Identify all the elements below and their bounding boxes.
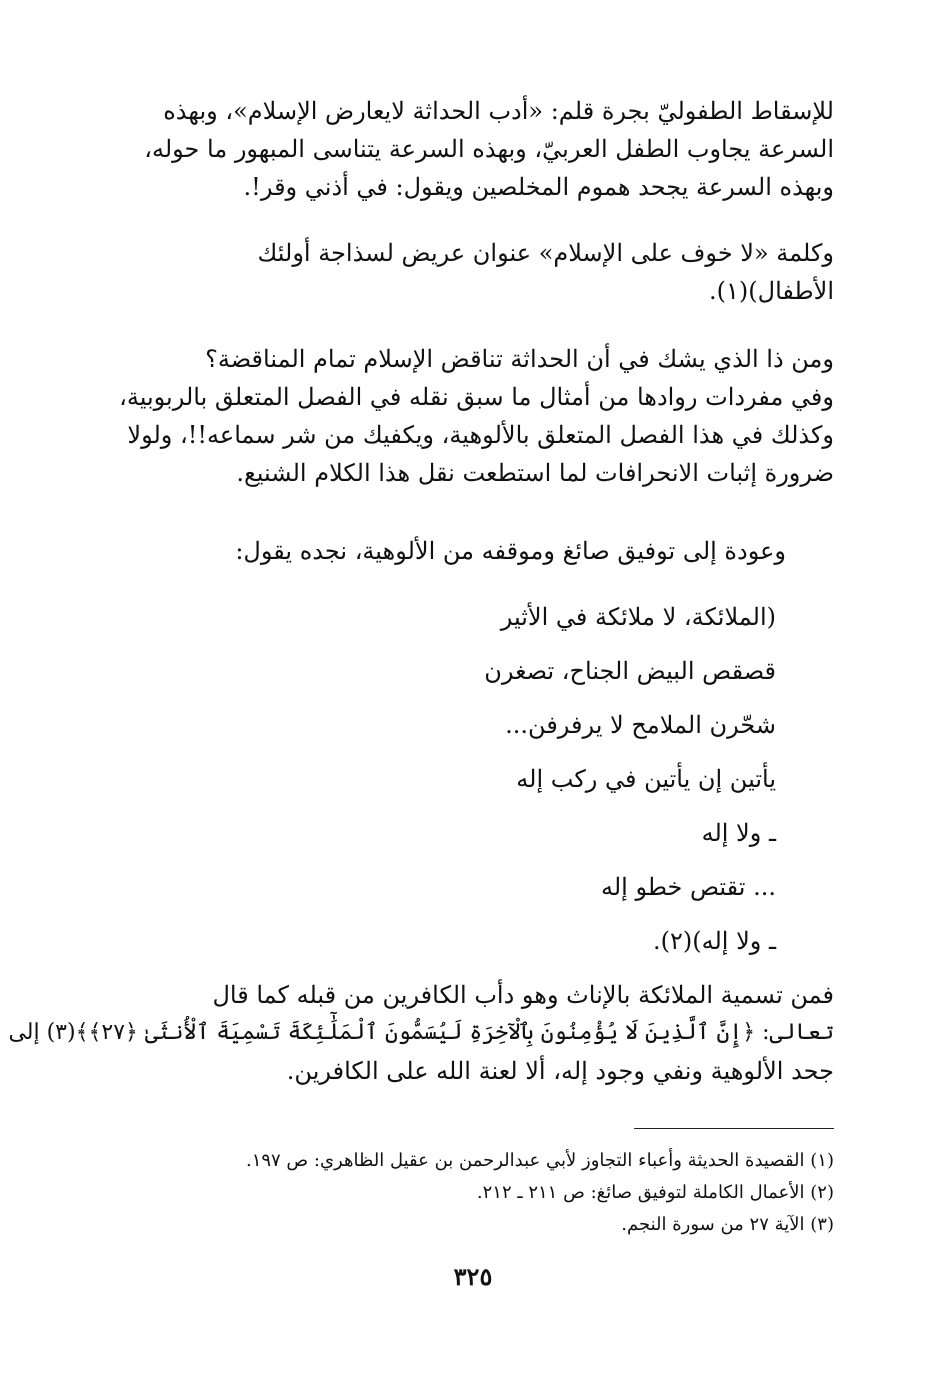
page-number: ٣٢٥ <box>453 1262 493 1291</box>
footnote: (١) القصيدة الحديثة وأعباء التجاوز لأبي عبدالرحمن بن عقيل الظاهري: ص ١٩٧. <box>245 1150 834 1171</box>
text-line: وفي مفردات روادها من أمثال ما سبق نقله في الفصل المتعلق بالربوبية، <box>119 383 834 411</box>
poem-verse: قصقص البيض الجناح، تصغرن <box>484 657 776 685</box>
text-line: وكذلك في هذا الفصل المتعلق بالألوهية، ويكفيك من شر سماعه!!، ولولا <box>127 421 834 449</box>
poem-verse: (الملائكة، لا ملائكة في الأثير <box>500 603 776 631</box>
paragraph-1 <box>112 92 834 206</box>
text-line: فمن تسمية الملائكة بالإناث وهو دأب الكافرين من قبله كما قال <box>212 981 834 1009</box>
intro-line: وعودة إلى توفيق صائغ وموقفه من الألوهية، نجده يقول: <box>235 537 786 565</box>
text-line: وكلمة «لا خوف على الإسلام» عنوان عريض لسذاجة أولئك <box>257 239 834 267</box>
quran-verse-line: تعالى: ﴿إِنَّ ٱلَّذِينَ لَا يُؤْمِنُونَ بِٱلْآخِرَةِ لَيُسَمُّونَ ٱلْمَلَٰٓئِكَةَ تَسْمِيَةَ ٱلْأُنثَىٰ ﴿٢٧﴾﴾(٣) إلى <box>8 1020 834 1045</box>
paragraph-5 <box>8 976 834 1090</box>
footnote: (٣) الآية ٢٧ من سورة النجم. <box>621 1214 834 1235</box>
poem-verse: ـ ولا إله)(٢). <box>652 927 776 955</box>
text-line: ومن ذا الذي يشك في أن الحداثة تناقض الإسلام تمام المناقضة؟ <box>205 345 834 373</box>
text-line: ضرورة إثبات الانحرافات لما استطعت نقل هذا الكلام الشنيع. <box>236 459 834 487</box>
text-line: جحد الألوهية ونفي وجود إله، ألا لعنة الله على الكافرين. <box>286 1057 834 1085</box>
poem-verse: ـ ولا إله <box>701 819 776 847</box>
poem-verse: شحّرن الملامح لا يرفرفن... <box>505 711 776 739</box>
text-line: الأطفال)(١). <box>709 277 834 305</box>
text-line: السرعة يجاوب الطفل العربيّ، وبهذه السرعة يتناسى المبهور ما حوله، <box>144 135 834 163</box>
poem-verse: ... تقتص خطو إله <box>600 873 776 901</box>
text-line: وبهذه السرعة يجحد هموم المخلصين ويقول: في أذني وقر!. <box>243 173 834 201</box>
poem-verse: يأتين إن يأتين في ركب إله <box>516 765 776 793</box>
footnote-divider <box>634 1128 834 1129</box>
paragraph-3 <box>112 340 834 492</box>
paragraph-2 <box>112 234 834 310</box>
text-line: للإسقاط الطفوليّ بجرة قلم: «أدب الحداثة لايعارض الإسلام»، وبهذه <box>163 97 834 125</box>
footnote: (٢) الأعمال الكاملة لتوفيق صائغ: ص ٢١١ ـ ٢١٢. <box>476 1182 834 1203</box>
